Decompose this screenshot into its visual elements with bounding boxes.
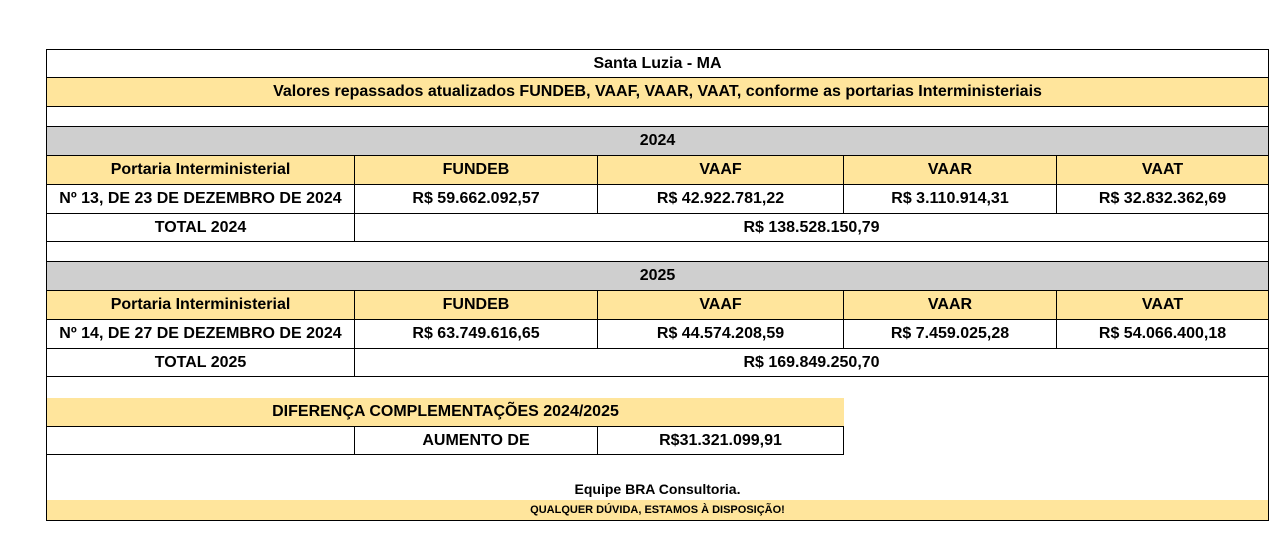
year-2025-band [47, 262, 1268, 291]
difference-title-row [47, 398, 844, 427]
spacer-row [47, 107, 1268, 127]
vaaf-2024: R$ 42.922.781,22 [598, 185, 844, 213]
total-2025-label: TOTAL 2025 [47, 349, 355, 376]
increase-label: AUMENTO DE [355, 427, 598, 454]
footer-contact: QUALQUER DÚVIDA, ESTAMOS À DISPOSIÇÃO! [530, 504, 785, 516]
spreadsheet-table [46, 49, 1269, 521]
fundeb-2025: R$ 63.749.616,65 [355, 320, 598, 348]
footer-team: Equipe BRA Consultoria. [574, 481, 741, 497]
total-2024-label: TOTAL 2024 [47, 214, 355, 241]
total-row-2024 [47, 214, 1268, 242]
header-fundeb: FUNDEB [355, 156, 598, 184]
header-portaria: Portaria Interministerial [47, 291, 355, 319]
difference-value-row [47, 427, 844, 455]
year-2025-label: 2025 [639, 267, 676, 284]
footer-contact-row [47, 500, 1268, 520]
difference-title: DIFERENÇA COMPLEMENTAÇÕES 2024/2025 [272, 403, 619, 420]
header-vaar: VAAR [844, 156, 1057, 184]
vaat-2024: R$ 32.832.362,69 [1098, 190, 1227, 207]
year-2024-label: 2024 [639, 132, 676, 149]
header-portaria: Portaria Interministerial [47, 156, 355, 184]
header-vaar: VAAR [844, 291, 1057, 319]
difference-blank-cell [47, 427, 355, 454]
header-vaaf: VAAF [598, 156, 844, 184]
vaar-2025: R$ 7.459.025,28 [844, 320, 1057, 348]
vaar-2024: R$ 3.110.914,31 [844, 185, 1057, 213]
fundeb-2024: R$ 59.662.092,57 [355, 185, 598, 213]
header-vaaf: VAAF [598, 291, 844, 319]
header-row-2024 [47, 156, 1268, 185]
vaaf-2025: R$ 44.574.208,59 [598, 320, 844, 348]
header-row-2025 [47, 291, 1268, 320]
increase-value: R$31.321.099,91 [659, 431, 782, 449]
header-vaat: VAAT [1141, 296, 1184, 313]
subtitle-row [47, 78, 1268, 107]
year-2024-band [47, 127, 1268, 156]
vaat-2025: R$ 54.066.400,18 [1098, 325, 1227, 342]
data-row-2024 [47, 185, 1268, 214]
spacer-row [47, 242, 1268, 262]
portaria-2024: Nº 13, DE 23 DE DEZEMBRO DE 2024 [47, 185, 355, 213]
total-2024-value: R$ 138.528.150,79 [743, 218, 880, 236]
data-row-2025 [47, 320, 1268, 349]
total-2025-value: R$ 169.849.250,70 [743, 353, 880, 371]
footer-team-row [47, 478, 1268, 500]
title-row [47, 50, 1268, 78]
total-row-2025 [47, 349, 1268, 377]
table-subtitle: Valores repassados atualizados FUNDEB, VAAF, VAAR, VAAT, conforme as portarias Interministeriais [273, 83, 1042, 100]
header-vaat: VAAT [1141, 161, 1184, 178]
municipality-title: Santa Luzia - MA [593, 54, 722, 72]
portaria-2025: Nº 14, DE 27 DE DEZEMBRO DE 2024 [47, 320, 355, 348]
header-fundeb: FUNDEB [355, 291, 598, 319]
